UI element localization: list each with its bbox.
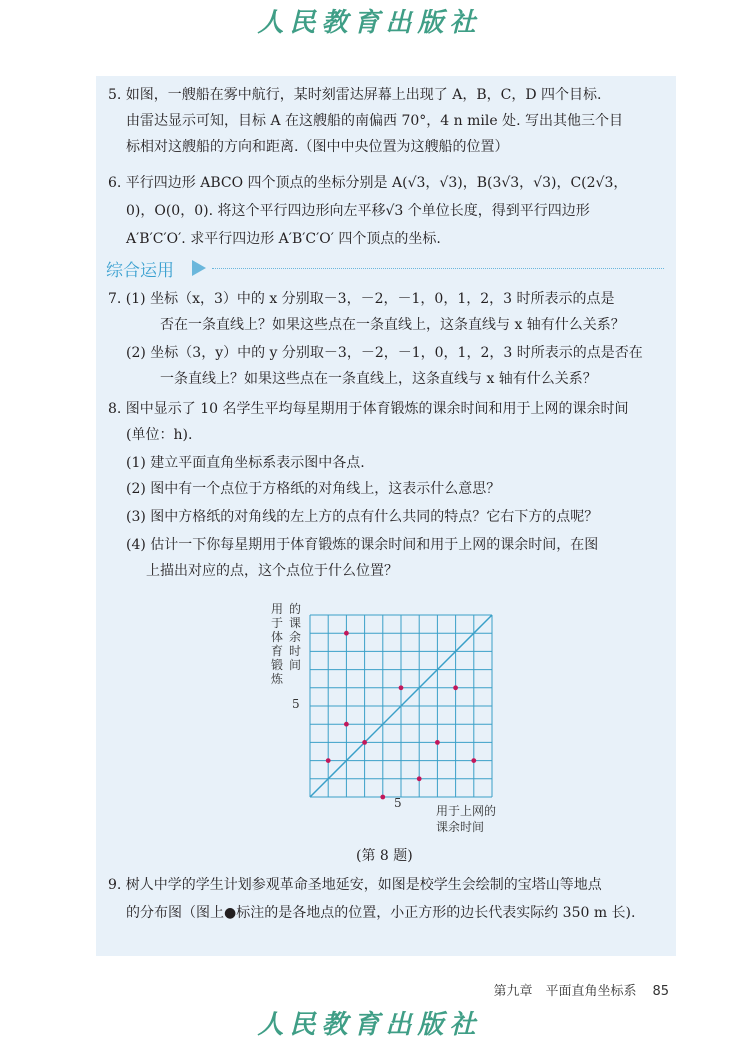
section-arrow-icon: [192, 260, 206, 276]
data-point: [326, 758, 331, 763]
data-point: [471, 758, 476, 763]
data-point: [435, 740, 440, 745]
q7-line3: (2) 坐标（3，y）中的 y 分别取－3，－2，－1，0，1，2，3 时所表示的点是否在: [126, 345, 643, 361]
q8-part4b: 上描出对应的点，这个点位于什么位置？: [146, 563, 398, 579]
q8-line2: (单位：h).: [126, 427, 193, 443]
chart-x-tick-5: 5: [394, 796, 402, 810]
data-point: [417, 776, 422, 781]
q6-line2: 0)，O(0，0). 将这个平行四边形向左平移√3 个单位长度，得到平行四边形: [126, 203, 590, 219]
footer-chapter: 第九章 平面直角坐标系: [493, 984, 637, 999]
figure-caption: (第 8 题): [356, 848, 413, 864]
section-title: 综合运用: [106, 261, 174, 281]
q7-line1: 7. (1) 坐标（x，3）中的 x 分别取－3，－2，－1，0，1，2，3 时所表示的点是: [108, 291, 615, 307]
data-point: [344, 631, 349, 636]
q5-line2: 由雷达显示可知，目标 A 在这艘船的南偏西 70°，4 n mile 处. 写出其他三个目: [126, 113, 623, 129]
section-divider: [212, 268, 664, 269]
q9-line2: 的分布图（图上●标注的是各地点的位置，小正方形的边长代表实际约 350 m 长).: [126, 905, 636, 921]
chart-xlabel-line1: 用于上网的: [436, 804, 497, 818]
scatter-chart: [300, 605, 500, 805]
page-footer: [493, 980, 669, 999]
publisher-logo-top: 人民教育出版社: [257, 8, 482, 38]
q6-line1: 6. 平行四边形 ABCO 四个顶点的坐标分别是 A(√3，√3)，B(3√3，√3)，C(2√3，: [108, 175, 628, 191]
data-point: [453, 685, 458, 690]
chart-ylabel-part1: 用于体育锻炼: [270, 602, 283, 686]
q7-line4: 一条直线上？如果这些点在一条直线上，这条直线与 x 轴有什么关系？: [160, 371, 597, 387]
q6-line3: A′B′C′O′. 求平行四边形 A′B′C′O′ 四个顶点的坐标.: [126, 231, 441, 247]
chart-ylabel-part2: 的课余时间: [288, 602, 301, 672]
data-point: [362, 740, 367, 745]
q8-part2: (2) 图中有一个点位于方格纸的对角线上，这表示什么意思？: [126, 481, 501, 497]
q8-part3: (3) 图中方格纸的对角线的左上方的点有什么共同的特点？它右下方的点呢？: [126, 509, 599, 525]
publisher-logo-bottom: 人民教育出版社: [257, 1010, 482, 1040]
q5-line1: 5. 如图，一艘船在雾中航行，某时刻雷达屏幕上出现了 A，B，C，D 四个目标.: [108, 87, 602, 103]
q9-line1: 9. 树人中学的学生计划参观革命圣地延安，如图是校学生会绘制的宝塔山等地点: [108, 877, 602, 893]
chart-y-tick-5: 5: [292, 697, 300, 711]
page-number: 85: [652, 984, 669, 999]
q8-line1: 8. 图中显示了 10 名学生平均每星期用于体育锻炼的课余时间和用于上网的课余时间: [108, 401, 629, 417]
data-point: [344, 722, 349, 727]
q7-line2: 否在一条直线上？如果这些点在一条直线上，这条直线与 x 轴有什么关系？: [160, 317, 625, 333]
chart-xlabel-line2: 课余时间: [436, 820, 485, 834]
q8-part4a: (4) 估计一下你每星期用于体育锻炼的课余时间和用于上网的课余时间，在图: [126, 537, 599, 553]
data-point: [380, 795, 385, 800]
q8-part1: (1) 建立平面直角坐标系表示图中各点.: [126, 455, 365, 471]
data-point: [399, 685, 404, 690]
q5-line3: 标相对这艘船的方向和距离.（图中中央位置为这艘船的位置）: [126, 139, 509, 155]
